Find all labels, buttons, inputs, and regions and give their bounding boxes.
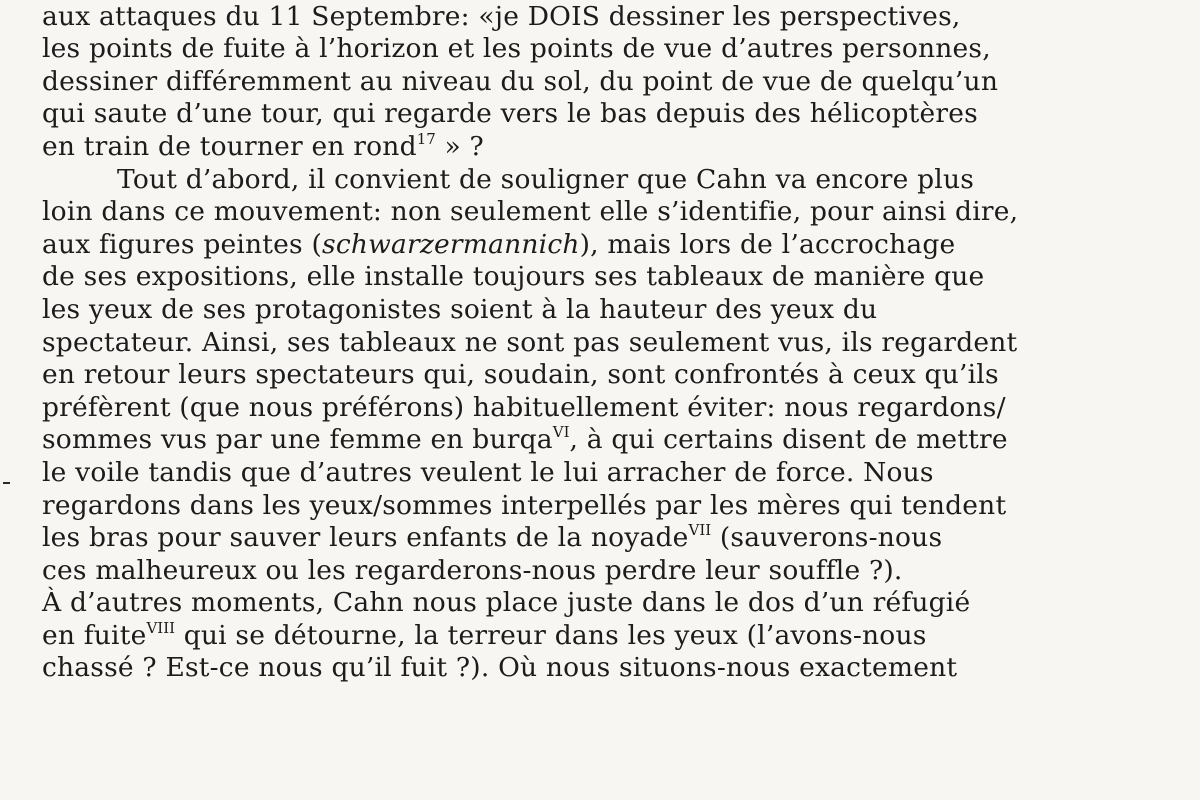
footnote-marker: VIII <box>146 618 176 637</box>
text-segment: chassé ? Est-ce nous qu’il fuit ?). Où nous situons-nous exactement <box>42 652 958 684</box>
text-segment: spectateur. Ainsi, ses tableaux ne sont pas seulement vus, ils regardent <box>42 326 1018 358</box>
text-line <box>0 131 1200 164</box>
text-line <box>0 392 1200 425</box>
text-line <box>0 196 1200 229</box>
text-line <box>0 457 1200 490</box>
text-segment: ), mais lors de l’accrochage <box>579 228 956 260</box>
text-segment: en fuite <box>42 619 147 651</box>
text-segment: aux attaques du 11 Septembre: «je DOIS dessiner les perspectives, <box>42 0 961 32</box>
text-line <box>0 522 1200 555</box>
text-line <box>0 66 1200 99</box>
text-segment: le voile tandis que d’autres veulent le lui arracher de force. Nous <box>42 456 934 488</box>
text-segment: qui saute d’une tour, qui regarde vers le bas depuis des hélicoptères <box>42 98 978 130</box>
text-segment: en train de tourner en rond <box>42 130 417 162</box>
text-segment: les bras pour sauver leurs enfants de la noyade <box>42 522 689 554</box>
text-segment: ces malheureux ou les regarderons-nous perdre leur souffle ?). <box>42 554 903 586</box>
text-segment: dessiner différemment au niveau du sol, du point de vue de quelqu’un <box>42 65 999 97</box>
text-line <box>0 98 1200 131</box>
text-line <box>0 327 1200 360</box>
text-segment: (sauverons-nous <box>711 522 943 554</box>
text-line <box>0 261 1200 294</box>
text-segment: Tout d’abord, il convient de souligner que Cahn va encore plus <box>117 163 975 195</box>
text-segment: sommes vus par une femme en burqa <box>42 424 553 456</box>
text-line <box>0 33 1200 66</box>
text-line <box>0 652 1200 685</box>
text-segment: de ses expositions, elle installe toujours ses tableaux de manière que <box>42 261 985 293</box>
text-line <box>0 490 1200 523</box>
footnote-marker: VI <box>552 423 570 442</box>
text-line <box>0 587 1200 620</box>
text-line <box>0 424 1200 457</box>
text-segment: , à qui certains disent de mettre <box>569 424 1008 456</box>
text-segment: regardons dans les yeux/sommes interpellés par les mères qui tendent <box>42 489 1007 521</box>
text-segment: en retour leurs spectateurs qui, soudain, sont confrontés à ceux qu’ils <box>42 359 999 391</box>
text-segment: » ? <box>435 130 484 162</box>
text-segment: À d’autres moments, Cahn nous place juste dans le dos d’un réfugié <box>42 587 971 619</box>
text-line <box>0 620 1200 653</box>
text-segment: loin dans ce mouvement: non seulement elle s’identifie, pour ainsi dire, <box>42 196 1019 228</box>
text-segment: aux figures peintes ( <box>42 228 323 260</box>
text-line <box>0 164 1200 197</box>
footnote-marker: VII <box>688 521 712 540</box>
text-segment: les yeux de ses protagonistes soient à la hauteur des yeux du <box>42 293 878 325</box>
text-line <box>0 359 1200 392</box>
text-segment: préfèrent (que nous préférons) habituellement éviter: nous regardons/ <box>42 391 1006 423</box>
text-line <box>0 229 1200 262</box>
text-line <box>0 294 1200 327</box>
text-line <box>0 1 1200 34</box>
text-segment: les points de fuite à l’horizon et les points de vue d’autres personnes, <box>42 33 991 65</box>
text-line <box>0 555 1200 588</box>
italic-text: schwarzermannich <box>322 228 580 260</box>
margin-mark <box>3 482 10 484</box>
text-segment: qui se détourne, la terreur dans les yeux (l’avons-nous <box>175 619 927 651</box>
footnote-marker: 17 <box>416 129 436 148</box>
